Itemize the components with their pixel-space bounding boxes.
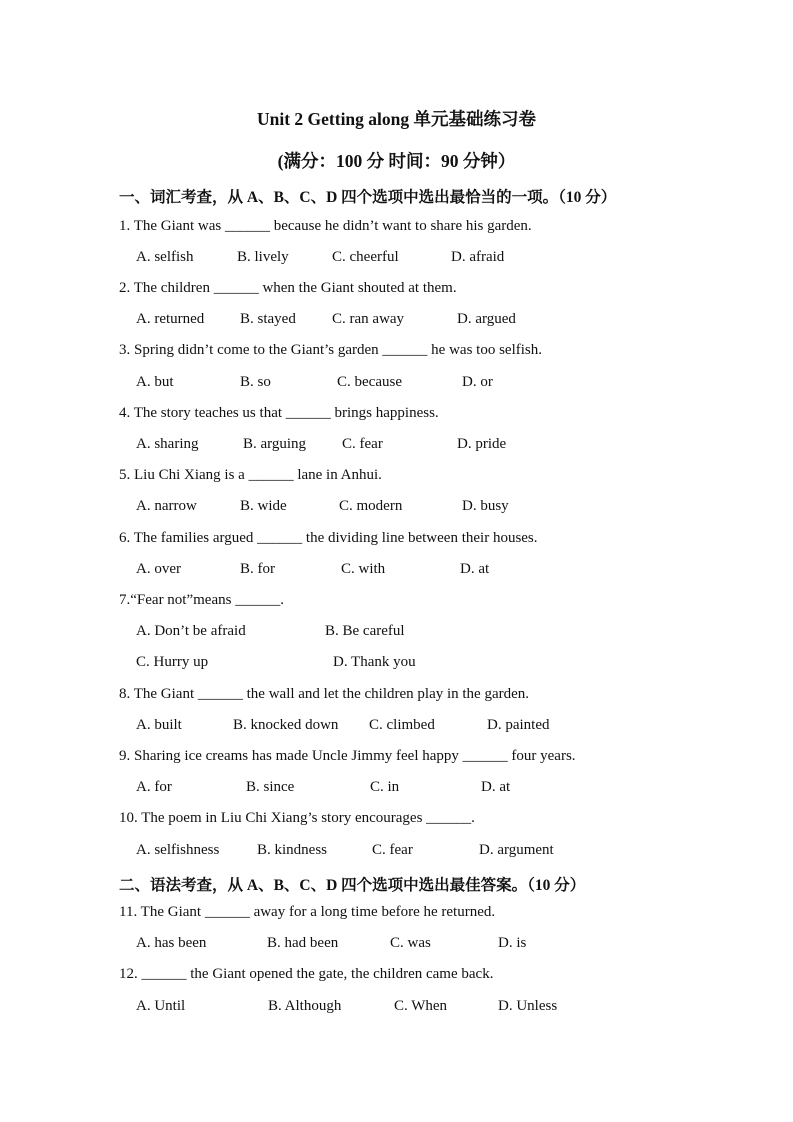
question-4-option-c: C. fear — [342, 436, 383, 452]
question-4-option-a: A. sharing — [136, 436, 199, 452]
question-11-option-c: C. was — [390, 935, 431, 951]
question-1-option-d: D. afraid — [451, 249, 505, 265]
question-10-option-c: C. fear — [372, 842, 413, 858]
question-12-stem: 12. ______ the Giant opened the gate, the children came back. — [119, 966, 494, 982]
question-2-option-c: C. ran away — [332, 311, 405, 327]
question-7-stem: 7.“Fear not”means ______. — [119, 592, 284, 608]
question-10-option-b: B. kindness — [257, 842, 328, 858]
question-3-option-c: C. because — [337, 374, 402, 390]
question-1-option-c: C. cheerful — [332, 249, 399, 265]
question-11-option-d: D. is — [498, 935, 527, 951]
question-9-option-c: C. in — [370, 779, 400, 795]
question-12-option-b: B. Although — [268, 998, 342, 1014]
question-8-option-c: C. climbed — [369, 717, 435, 733]
document-subtitle: (满分：100 分 时间：90 分钟） — [277, 151, 516, 171]
question-5-option-b: B. wide — [240, 498, 287, 514]
question-4-option-d: D. pride — [457, 436, 507, 452]
question-7-option-a: A. Don’t be afraid — [136, 623, 246, 639]
question-5-option-a: A. narrow — [136, 498, 197, 514]
section-2-heading: 二、语法考查，从 A、B、C、D 四个选项中选出最佳答案。（10 分） — [119, 877, 586, 894]
question-7-option-d: D. Thank you — [333, 654, 416, 670]
question-11-stem: 11. The Giant ______ away for a long time before he returned. — [119, 904, 496, 920]
question-8-option-d: D. painted — [487, 717, 550, 733]
question-6-option-d: D. at — [460, 561, 490, 577]
question-2-option-d: D. argued — [457, 311, 516, 327]
question-10-stem: 10. The poem in Liu Chi Xiang’s story encourages ______. — [119, 810, 475, 826]
question-2-option-b: B. stayed — [240, 311, 296, 327]
question-5-stem: 5. Liu Chi Xiang is a ______ lane in Anhui. — [119, 467, 382, 483]
question-9-option-b: B. since — [246, 779, 295, 795]
question-4-option-b: B. arguing — [243, 436, 307, 452]
question-3-option-a: A. but — [136, 374, 174, 390]
question-6-option-b: B. for — [240, 561, 275, 577]
question-8-stem: 8. The Giant ______ the wall and let the children play in the garden. — [119, 686, 530, 702]
question-1-option-b: B. lively — [237, 249, 289, 265]
question-7-option-b: B. Be careful — [325, 623, 405, 639]
question-8-option-a: A. built — [136, 717, 182, 733]
question-12-option-a: A. Until — [136, 998, 186, 1014]
question-4-stem: 4. The story teaches us that ______ brings happiness. — [119, 405, 439, 421]
question-9-option-d: D. at — [481, 779, 511, 795]
question-3-option-d: D. or — [462, 374, 493, 390]
question-10-option-d: D. argument — [479, 842, 554, 858]
question-8-option-b: B. knocked down — [233, 717, 339, 733]
question-5-option-d: D. busy — [462, 498, 509, 514]
question-2-stem: 2. The children ______ when the Giant shouted at them. — [119, 280, 457, 296]
question-11-option-b: B. had been — [267, 935, 339, 951]
question-6-option-c: C. with — [341, 561, 386, 577]
question-6-option-a: A. over — [136, 561, 181, 577]
question-11-option-a: A. has been — [136, 935, 207, 951]
question-5-option-c: C. modern — [339, 498, 403, 514]
section-1-heading: 一、词汇考查，从 A、B、C、D 四个选项中选出最恰当的一项。（10 分） — [119, 189, 617, 206]
document-title: Unit 2 Getting along 单元基础练习卷 — [256, 109, 537, 129]
question-3-stem: 3. Spring didn’t come to the Giant’s garden ______ he was too selfish. — [119, 342, 542, 358]
question-1-stem: 1. The Giant was ______ because he didn’t want to share his garden. — [119, 218, 532, 234]
question-12-option-c: C. When — [394, 998, 448, 1014]
question-1-option-a: A. selfish — [136, 249, 194, 265]
question-9-stem: 9. Sharing ice creams has made Uncle Jimmy feel happy ______ four years. — [119, 748, 576, 764]
question-7-option-c: C. Hurry up — [136, 654, 209, 670]
question-9-option-a: A. for — [136, 779, 172, 795]
question-3-option-b: B. so — [240, 374, 271, 390]
question-10-option-a: A. selfishness — [136, 842, 220, 858]
question-12-option-d: D. Unless — [498, 998, 558, 1014]
question-2-option-a: A. returned — [136, 311, 205, 327]
question-6-stem: 6. The families argued ______ the dividing line between their houses. — [119, 530, 538, 546]
